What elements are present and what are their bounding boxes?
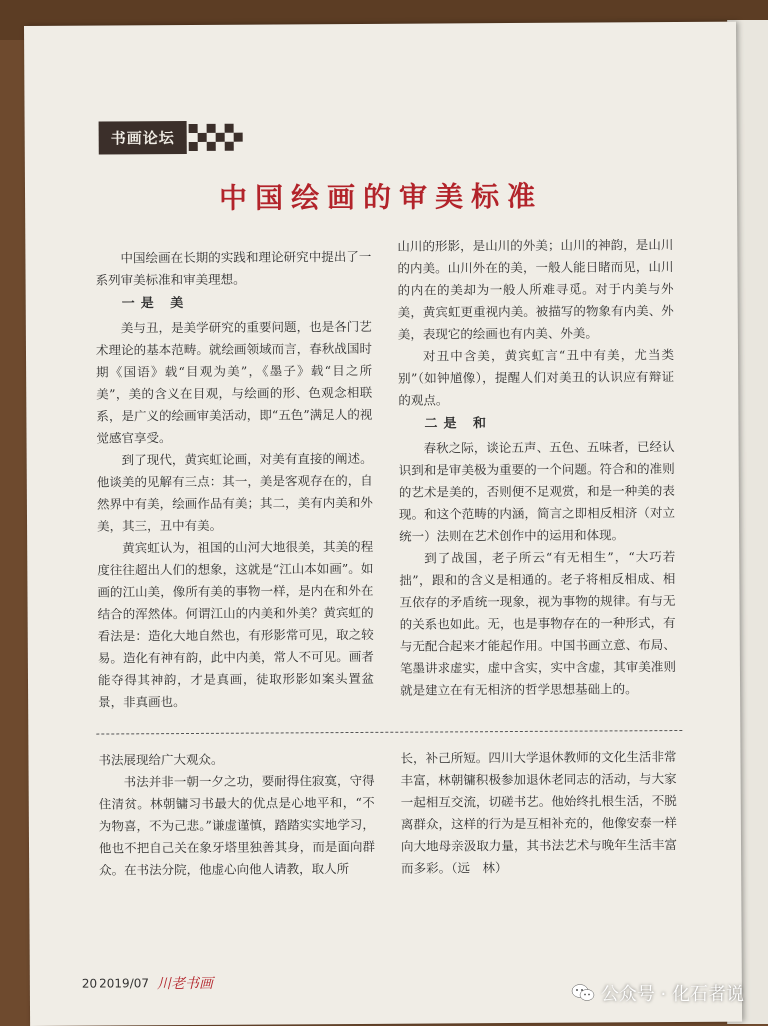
column-tag bbox=[99, 121, 243, 155]
paragraph bbox=[400, 746, 677, 880]
paragraph: 书法并非一朝一夕之功，要耐得住寂寞，守得住清贫。林朝镛习书最大的优点是心地平和，“不为物喜，不为己悲。”谦虚谨慎，踏踏实实地学习，他也不把自己关在象牙塔里独善其身，而是面向群众。在书法分院，他虚心向他人请教，取人所 bbox=[98, 772, 376, 878]
continuation-column-right bbox=[400, 746, 677, 880]
dashed-divider bbox=[96, 730, 682, 735]
paragraph: 春秋之际，谈论五声、五色、五味者，已经认识到和是审美极为重要的一个问题。符合和的准则的艺术是美的，否则便不足观赏，和是一种美的表现。和这个范畴的内涵，简言之即相反相济（对立统一）法则在艺术创作中的运用和体现。 bbox=[398, 439, 676, 544]
wechat-watermark bbox=[571, 980, 744, 1006]
continuation-column-left bbox=[98, 748, 375, 882]
article-column-right bbox=[397, 234, 676, 702]
section-heading-beauty: 一是 美 bbox=[121, 295, 190, 312]
watermark-text: 公众号 · 化石者说 bbox=[600, 984, 744, 1005]
column-tag-label: 书画论坛 bbox=[99, 121, 187, 155]
paragraph: 黄宾虹认为，祖国的山河大地很美，其美的程度往往超出人们的想象，这就是“江山本如画”。如画的江山美，像所有美的事物一样，是内在和外在结合的浑然体。何谓江山的内美和外美？黄宾虹的看法是：造化大地自然也，有形影常可见，取之较易。造化有神有韵，此中内美，常人不可见。画者能夺得其神韵，才是真画，徒取形影如案头置盆景，非真画也。 bbox=[97, 538, 375, 710]
paragraph-text: 长，补己所短。四川大学退休教师的文化生活非常丰富，林朝镛积极参加退休老同志的活动，与大家一起相互交流，切磋书艺。他始终扎根生活，不脱离群众，这样的行为是互相补充的，他像安泰一样向大地母亲汲取力量，其书法艺术与晚年生活丰富而多彩。 bbox=[400, 749, 678, 876]
magazine-name: 川老书画 bbox=[156, 975, 214, 993]
page-number: 20 bbox=[81, 976, 98, 991]
article-title: 中国绘画的审美标准 bbox=[218, 179, 544, 215]
checker-decoration-icon bbox=[189, 124, 243, 151]
paragraph: 书法展现给广大观众。 bbox=[98, 751, 224, 768]
issue-date: 2019/07 bbox=[99, 976, 150, 991]
page-footer bbox=[82, 973, 213, 994]
author-signature: （远 林） bbox=[451, 860, 508, 876]
intro-paragraph: 中国绘画在长期的实践和理论研究中提出了一系列审美标准和审美理想。 bbox=[95, 248, 372, 288]
paragraph: 山川的形影，是山川的外美；山川的神韵，是山川的内美。山川外在的美，一般人能日睹而见，山川的内在的美却为一般人所难寻觅。对于内美与外美，黄宾虹更重视内美。被描写的物象有内美、外美，表现它的绘画也有内美、外美。 bbox=[397, 237, 674, 342]
magazine-page bbox=[24, 22, 742, 1026]
section-heading-harmony: 二是 和 bbox=[424, 416, 493, 432]
paragraph: 到了现代，黄宾虹论画，对美有直接的阐述。他谈美的见解有三点：其一，美是客观存在的，自然界中有美，绘画作品有美；其二，美有内美和外美，其三，丑中有美。 bbox=[96, 450, 373, 534]
paragraph: 美与丑，是美学研究的重要问题，也是各门艺术理论的基本范畴。就绘画领域而言，春秋战国时期《国语》载“目观为美”，《墨子》载“目之所美”，美的含义在目观，与绘画的形、色观念相联系，是广义的绘画审美活动，即“五色”满足人的视觉感官享受。 bbox=[95, 318, 373, 446]
article-column-left bbox=[95, 246, 374, 714]
wechat-icon bbox=[571, 983, 595, 1003]
paragraph: 到了战国，老子所云“有无相生”，“大巧若拙”，跟和的含义是相通的。老子将相反相成、相互依存的矛盾统一现象，视为事物的规律。有与无的关系也如此。无，也是事物存在的一种形式，有与无配合起来才能起作用。中国书画立意、布局、笔墨讲求虚实，虚中含实，实中含虚，其审美准则就是建立在有无相济的哲学思想基础上的。 bbox=[399, 549, 676, 698]
paragraph: 对丑中含美，黄宾虹言“丑中有美，尤当类别”（如钟馗像），提醒人们对美丑的认识应有辩证的观点。 bbox=[398, 347, 675, 408]
